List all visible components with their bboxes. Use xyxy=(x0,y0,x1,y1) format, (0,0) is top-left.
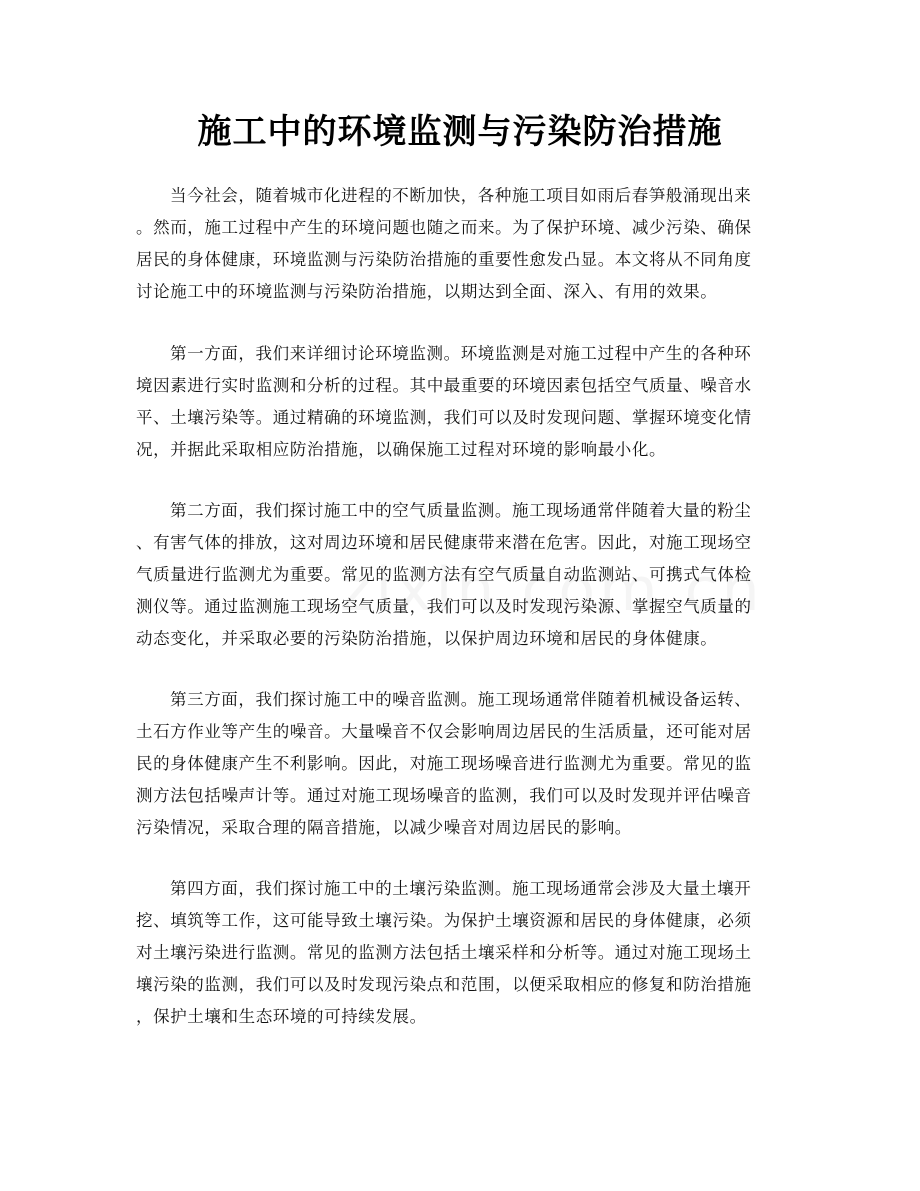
paragraph-line: 第四方面，我们探讨施工中的土壤污染监测。施工现场通常会涉及大量土壤开 xyxy=(170,879,752,898)
paragraph-soil xyxy=(136,873,786,1033)
paragraph-line: 当今社会，随着城市化进程的不断加快，各种施工项目如雨后春笋般涌现出来 xyxy=(170,186,752,205)
paragraph-line: 况，并据此采取相应防治措施，以确保施工过程对环境的影响最小化。 xyxy=(136,440,667,459)
paragraph-line: 讨论施工中的环境监测与污染防治措施，以期达到全面、深入、有用的效果。 xyxy=(136,282,718,301)
paragraph-air-quality xyxy=(136,495,786,655)
paragraph-line: 居民的身体健康，环境监测与污染防治措施的重要性愈发凸显。本文将从不同角度 xyxy=(136,250,752,269)
paragraph-line: 、有害气体的排放，这对周边环境和居民健康带来潜在危害。因此，对施工现场空 xyxy=(136,533,752,552)
paragraph-line: 挖、填筑等工作，这可能导致土壤污染。为保护土壤资源和居民的身体健康，必须 xyxy=(136,911,752,930)
paragraph-line: 壤污染的监测，我们可以及时发现污染点和范围，以便采取相应的修复和防治措施 xyxy=(136,975,752,994)
paragraph-line: 对土壤污染进行监测。常见的监测方法包括土壤采样和分析等。通过对施工现场土 xyxy=(136,943,752,962)
paragraph-line: 第一方面，我们来详细讨论环境监测。环境监测是对施工过程中产生的各种环 xyxy=(170,344,752,363)
paragraph-intro xyxy=(136,180,786,308)
paragraph-line: 平、土壤污染等。通过精确的环境监测，我们可以及时发现问题、掌握环境变化情 xyxy=(136,408,752,427)
paragraph-line: 测方法包括噪声计等。通过对施工现场噪音的监测，我们可以及时发现并评估噪音 xyxy=(136,786,752,805)
paragraph-line: 境因素进行实时监测和分析的过程。其中最重要的环境因素包括空气质量、噪音水 xyxy=(136,376,752,395)
paragraph-line: 气质量进行监测尤为重要。常见的监测方法有空气质量自动监测站、可携式气体检 xyxy=(136,565,752,584)
paragraph-line: 。然而，施工过程中产生的环境问题也随之而来。为了保护环境、减少污染、确保 xyxy=(136,218,752,237)
paragraph-environment-monitoring xyxy=(136,338,786,466)
paragraph-line: ，保护土壤和生态环境的可持续发展。 xyxy=(136,1007,427,1026)
paragraph-line: 第二方面，我们探讨施工中的空气质量监测。施工现场通常伴随着大量的粉尘 xyxy=(170,501,752,520)
paragraph-line: 污染情况，采取合理的隔音措施，以减少噪音对周边居民的影响。 xyxy=(136,818,632,837)
paragraph-line: 测仪等。通过监测施工现场空气质量，我们可以及时发现污染源、掌握空气质量的 xyxy=(136,597,752,616)
paragraph-line: 第三方面，我们探讨施工中的噪音监测。施工现场通常伴随着机械设备运转、 xyxy=(170,690,752,709)
paragraph-line: 土石方作业等产生的噪音。大量噪音不仅会影响周边居民的生活质量，还可能对居 xyxy=(136,722,752,741)
paragraph-noise xyxy=(136,684,786,844)
page-title: 施工中的环境监测与污染防治措施 xyxy=(197,112,723,152)
paragraph-line: 民的身体健康产生不利影响。因此，对施工现场噪音进行监测尤为重要。常见的监 xyxy=(136,754,752,773)
paragraph-line: 动态变化，并采取必要的污染防治措施，以保护周边环境和居民的身体健康。 xyxy=(136,629,718,648)
